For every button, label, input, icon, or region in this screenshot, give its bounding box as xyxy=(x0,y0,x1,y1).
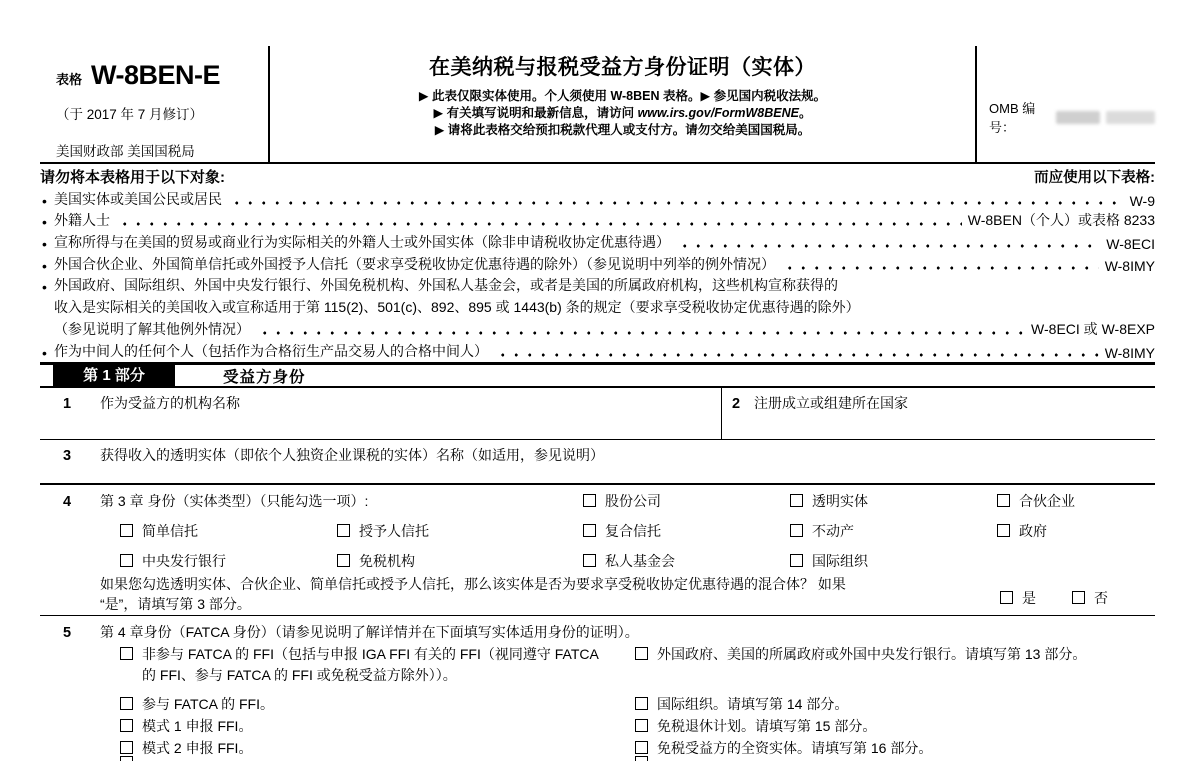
dot-leader xyxy=(258,331,1025,335)
bullet-icon: • xyxy=(42,192,47,209)
checkbox-icon[interactable] xyxy=(635,697,648,710)
list-item-continued xyxy=(40,295,1155,317)
checkbox-hybrid-no[interactable] xyxy=(1072,588,1108,609)
checkbox-label: 授予人信托 xyxy=(359,523,429,539)
item-text: （参见说明了解其他例外情况） xyxy=(54,320,250,337)
list-item xyxy=(40,339,1155,361)
line4-chapter3-status xyxy=(40,485,1155,616)
page-title: 在美纳税与报税受益方身份证明（实体） xyxy=(429,56,816,79)
list-item xyxy=(40,187,1155,209)
item-text: 外籍人士 xyxy=(54,212,110,229)
form-code: W-8BEN（个人）或表格 8233 xyxy=(967,212,1155,229)
checkbox-label: 国际组织。请填写第 14 部分。 xyxy=(657,695,849,712)
checkbox-international-org[interactable] xyxy=(790,551,868,572)
checkbox-label: 不动产 xyxy=(812,523,854,539)
field-3-number: 3 xyxy=(63,448,72,464)
checkbox-icon[interactable] xyxy=(583,554,596,567)
item-text: 外国合伙企业、外国简单信托或外国授予人信托（要求享受税收协定优惠待遇的除外）（参见说明中列举的例外情况） xyxy=(54,255,775,272)
item-text: 外国政府、国际组织、外国中央发行银行、外国免税机构、外国私人基金会，或者是美国的所属政府机构，这些机构宣称获得的 xyxy=(54,277,838,294)
part1-section xyxy=(40,362,1155,757)
checkbox-label: 私人基金会 xyxy=(605,553,675,569)
field-1-number: 1 xyxy=(63,396,72,412)
field-4-label: 第 3 章 身份（实体类型）（只能勾选一项）: xyxy=(100,493,369,509)
checkbox-model2-reporting-ffi[interactable] xyxy=(120,738,252,759)
list-item-continued xyxy=(40,317,1155,339)
entity-name-field[interactable] xyxy=(40,388,722,439)
part1-label: 第 1 部分 xyxy=(53,365,175,386)
checkbox-partial-left[interactable] xyxy=(120,756,133,761)
checkbox-icon[interactable] xyxy=(120,554,133,567)
checkbox-label: 免税退休计划。请填写第 15 部分。 xyxy=(657,717,877,734)
dot-leader xyxy=(496,353,1099,357)
header-right-block xyxy=(977,46,1155,162)
field-2-number: 2 xyxy=(732,396,741,412)
checkbox-exempt-retirement-plan[interactable] xyxy=(635,716,876,737)
line5-label-row xyxy=(40,622,639,642)
bullet-icon: • xyxy=(42,214,47,231)
checkbox-government[interactable] xyxy=(997,521,1047,542)
part1-header-bar xyxy=(40,365,1155,388)
header-instruction-3: ▶ 请将此表格交给预扣税款代理人或支付方。请勿交给美国国税局。 xyxy=(434,123,811,137)
checkbox-label: 复合信托 xyxy=(605,523,661,539)
bullet-icon: • xyxy=(42,279,47,296)
instruction-2-prefix: ▶ 有关填写说明和最新信息，请访问 xyxy=(433,106,638,120)
list-item xyxy=(40,209,1155,231)
checkbox-partnership[interactable] xyxy=(997,491,1075,512)
item-text: 美国实体或美国公民或居民 xyxy=(54,190,222,207)
checkbox-partial-right[interactable] xyxy=(635,756,648,761)
form-number: W-8BEN-E xyxy=(91,60,220,90)
checkbox-icon[interactable] xyxy=(635,741,648,754)
checkbox-icon[interactable] xyxy=(1000,591,1013,604)
omb-number-redacted xyxy=(1056,111,1100,124)
agency-name: 美国财政部 美国国税局 xyxy=(56,144,195,159)
checkbox-model1-reporting-ffi[interactable] xyxy=(120,716,252,737)
checkbox-icon[interactable] xyxy=(1072,591,1085,604)
checkbox-icon[interactable] xyxy=(790,524,803,537)
checkbox-icon[interactable] xyxy=(120,697,133,710)
checkbox-label: 简单信托 xyxy=(142,523,198,539)
checkbox-grantor-trust[interactable] xyxy=(337,521,429,542)
checkbox-corporation[interactable] xyxy=(583,491,661,512)
checkbox-icon[interactable] xyxy=(997,524,1010,537)
form-code: W-8ECI xyxy=(1106,236,1155,253)
checkbox-participating-ffi[interactable] xyxy=(120,694,274,715)
bullet-icon: • xyxy=(42,236,47,253)
irs-url-link[interactable]: www.irs.gov/FormW8BENE xyxy=(637,106,799,120)
list-item xyxy=(40,252,1155,274)
checkbox-icon[interactable] xyxy=(997,494,1010,507)
field-3-label: 获得收入的透明实体（即依个人独资企业课税的实体）名称（如适用，参见说明） xyxy=(100,447,604,463)
dot-leader xyxy=(678,244,1100,248)
header-left-block xyxy=(40,46,268,162)
checkbox-foreign-government[interactable] xyxy=(635,644,1115,665)
list-item xyxy=(40,274,1155,296)
field-4-number: 4 xyxy=(63,494,72,510)
header-instruction-1: ▶ 此表仅限实体使用。个人须使用 W-8BEN 表格。▶ 参见国内税收法规。 xyxy=(418,89,827,103)
country-of-incorporation-field[interactable] xyxy=(722,388,1155,439)
checkbox-icon[interactable] xyxy=(120,741,133,754)
checkbox-international-organization[interactable] xyxy=(635,694,848,715)
do-not-use-heading: 请勿将本表格用于以下对象: xyxy=(40,169,225,186)
form-code: W-8ECI 或 W-8EXP xyxy=(1031,320,1155,337)
dot-leader xyxy=(230,201,1124,205)
checkbox-label: 是 xyxy=(1022,590,1036,606)
form-header xyxy=(40,46,1155,162)
checkbox-private-foundation[interactable] xyxy=(583,551,675,572)
do-not-use-section xyxy=(40,165,1155,361)
checkbox-label: 中央发行银行 xyxy=(142,553,226,569)
checkbox-label: 透明实体 xyxy=(812,493,868,509)
note-line-1: 如果您勾选透明实体、合伙企业、简单信托或授予人信托，那么该实体是否为要求享受税收协定优惠待遇的混合体？ 如果 xyxy=(100,576,846,592)
revision-date: （于 2017 年 7 月修订） xyxy=(56,107,204,122)
part1-title: 受益方身份 xyxy=(223,368,306,386)
note-line-2: “是”，请填写第 3 部分。 xyxy=(100,595,251,612)
form-code: W-8IMY xyxy=(1104,257,1155,274)
checkbox-icon[interactable] xyxy=(635,719,648,732)
checkbox-complex-trust[interactable] xyxy=(583,521,661,542)
checkbox-label: 免税机构 xyxy=(359,553,415,569)
checkbox-hybrid-yes[interactable] xyxy=(1000,588,1036,609)
form-code: W-9 xyxy=(1129,192,1155,209)
checkbox-icon[interactable] xyxy=(583,524,596,537)
checkbox-icon[interactable] xyxy=(635,647,648,660)
field-2-label: 注册成立或组建所在国家 xyxy=(754,395,908,411)
dot-leader xyxy=(783,266,1099,270)
item-text: 宣称所得与在美国的贸易或商业行为实际相关的外籍人士或外国实体（除非申请税收协定优惠待遇） xyxy=(54,234,670,251)
checkbox-icon[interactable] xyxy=(790,494,803,507)
checkbox-simple-trust[interactable] xyxy=(120,521,198,542)
list-item xyxy=(40,230,1155,252)
checkbox-exempt-beneficial-owner-entity[interactable] xyxy=(635,738,932,759)
checkbox-disregarded-entity[interactable] xyxy=(790,491,868,512)
omb-label: OMB 编号： xyxy=(989,101,1036,135)
dot-leader xyxy=(118,222,962,226)
checkbox-estate[interactable] xyxy=(790,521,854,542)
checkbox-label: 参与 FATCA 的 FFI。 xyxy=(142,695,274,712)
instruction-2-suffix: 。 xyxy=(798,106,812,120)
checkbox-label: 外国政府、美国的所属政府或外国中央发行银行。请填写第 13 部分。 xyxy=(657,645,1087,662)
omb-number-redacted-2 xyxy=(1106,111,1155,124)
checkbox-icon[interactable] xyxy=(120,719,133,732)
header-center-block xyxy=(268,46,977,162)
disregarded-entity-name-field[interactable] xyxy=(40,440,1155,485)
bullet-icon: • xyxy=(42,257,47,274)
item-text: 收入是实际相关的美国收入或宣称适用于第 115(2)、501(c)、892、895 或 1443(b) 条的规定（要求享受税收协定优惠待遇的除外） xyxy=(54,299,860,316)
form-word-label: 表格 xyxy=(56,72,83,87)
checkbox-central-bank-of-issue[interactable] xyxy=(120,551,226,572)
line5-fatca-status xyxy=(40,616,1155,757)
checkbox-icon[interactable] xyxy=(790,554,803,567)
item-text: 作为中间人的任何个人（包括作为合格衍生产品交易人的合格中间人） xyxy=(54,342,488,359)
checkbox-label: 合伙企业 xyxy=(1019,493,1075,509)
checkbox-tax-exempt-organization[interactable] xyxy=(337,551,415,572)
checkbox-label: 政府 xyxy=(1019,523,1047,539)
checkbox-icon[interactable] xyxy=(120,647,133,660)
checkbox-icon[interactable] xyxy=(337,554,350,567)
field-5-number: 5 xyxy=(63,624,72,641)
checkbox-label: 模式 2 申报 FFI。 xyxy=(142,739,253,756)
checkbox-icon[interactable] xyxy=(583,494,596,507)
checkbox-nonparticipating-ffi[interactable] xyxy=(120,644,604,686)
header-instruction-2 xyxy=(270,105,975,122)
bullet-icon: • xyxy=(42,344,47,361)
checkbox-label: 否 xyxy=(1094,590,1108,606)
use-instead-heading: 而应使用以下表格: xyxy=(1034,170,1155,186)
checkbox-icon[interactable] xyxy=(120,524,133,537)
checkbox-label: 非参与 FATCA 的 FFI（包括与申报 IGA FFI 有关的 FFI（视同遵守 FATCA 的 FFI、参与 FATCA 的 FFI 或免税受益方除外））。 xyxy=(142,645,599,683)
line4-label-row xyxy=(40,491,368,511)
checkbox-label: 国际组织 xyxy=(812,553,868,569)
field-1-label: 作为受益方的机构名称 xyxy=(100,395,240,411)
hybrid-entity-note xyxy=(100,575,846,614)
checkbox-label: 股份公司 xyxy=(605,493,661,509)
checkbox-icon[interactable] xyxy=(337,524,350,537)
fields-row-1-2 xyxy=(40,388,1155,440)
checkbox-label: 免税受益方的全资实体。请填写第 16 部分。 xyxy=(657,739,933,756)
field-5-label: 第 4 章身份（FATCA 身份）（请参见说明了解详情并在下面填写实体适用身份的证明）。 xyxy=(100,623,639,640)
checkbox-label: 模式 1 申报 FFI。 xyxy=(142,717,253,734)
header-divider xyxy=(40,162,1155,164)
form-code: W-8IMY xyxy=(1104,344,1155,361)
